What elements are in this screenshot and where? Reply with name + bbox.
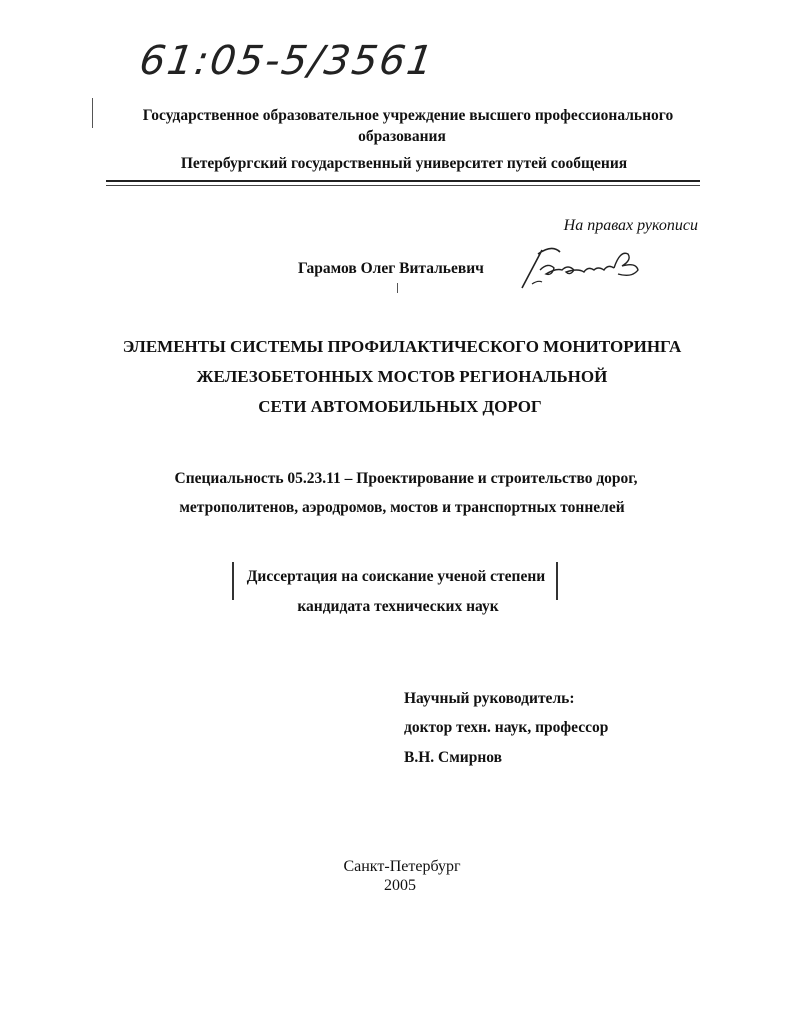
supervisor-degree: доктор техн. наук, профессор — [404, 719, 609, 736]
org-line-2: образования — [358, 128, 446, 145]
supervisor-name: В.Н. Смирнов — [404, 749, 502, 766]
dissertation-line-2: кандидата технических наук — [297, 598, 499, 615]
university-name: Петербургский государственный университет путей сообщения — [180, 155, 628, 172]
dissertation-line-1: Диссертация на соискание ученой степени — [246, 568, 546, 585]
author-name: Гарамов Олег Витальевич — [298, 260, 484, 277]
archive-code-text: 61:05-5/3561 — [136, 38, 438, 84]
archive-code — [136, 38, 470, 90]
supervisor-label: Научный руководитель: — [404, 690, 575, 707]
org-line-1: Государственное образовательное учреждение высшего профессионального — [142, 107, 674, 124]
year: 2005 — [384, 877, 416, 894]
title-line-3: СЕТИ АВТОМОБИЛЬНЫХ ДОРОГ — [258, 397, 542, 416]
author-signature — [512, 240, 648, 296]
header-rule-thin — [106, 185, 700, 186]
specialty-line-2: метрополитенов, аэродромов, мостов и транспортных тоннелей — [179, 499, 625, 516]
title-line-2: ЖЕЛЕЗОБЕТОННЫХ МОСТОВ РЕГИОНАЛЬНОЙ — [196, 367, 608, 386]
margin-mark — [397, 283, 398, 293]
city: Санкт-Петербург — [343, 858, 461, 875]
title-line-1: ЭЛЕМЕНТЫ СИСТЕМЫ ПРОФИЛАКТИЧЕСКОГО МОНИТОРИНГА — [122, 337, 682, 356]
header-rule-thick — [106, 180, 700, 182]
specialty-line-1: Специальность 05.23.11 – Проектирование и строительство дорог, — [174, 470, 638, 487]
margin-mark — [556, 562, 558, 600]
manuscript-note: На правах рукописи — [563, 217, 698, 234]
